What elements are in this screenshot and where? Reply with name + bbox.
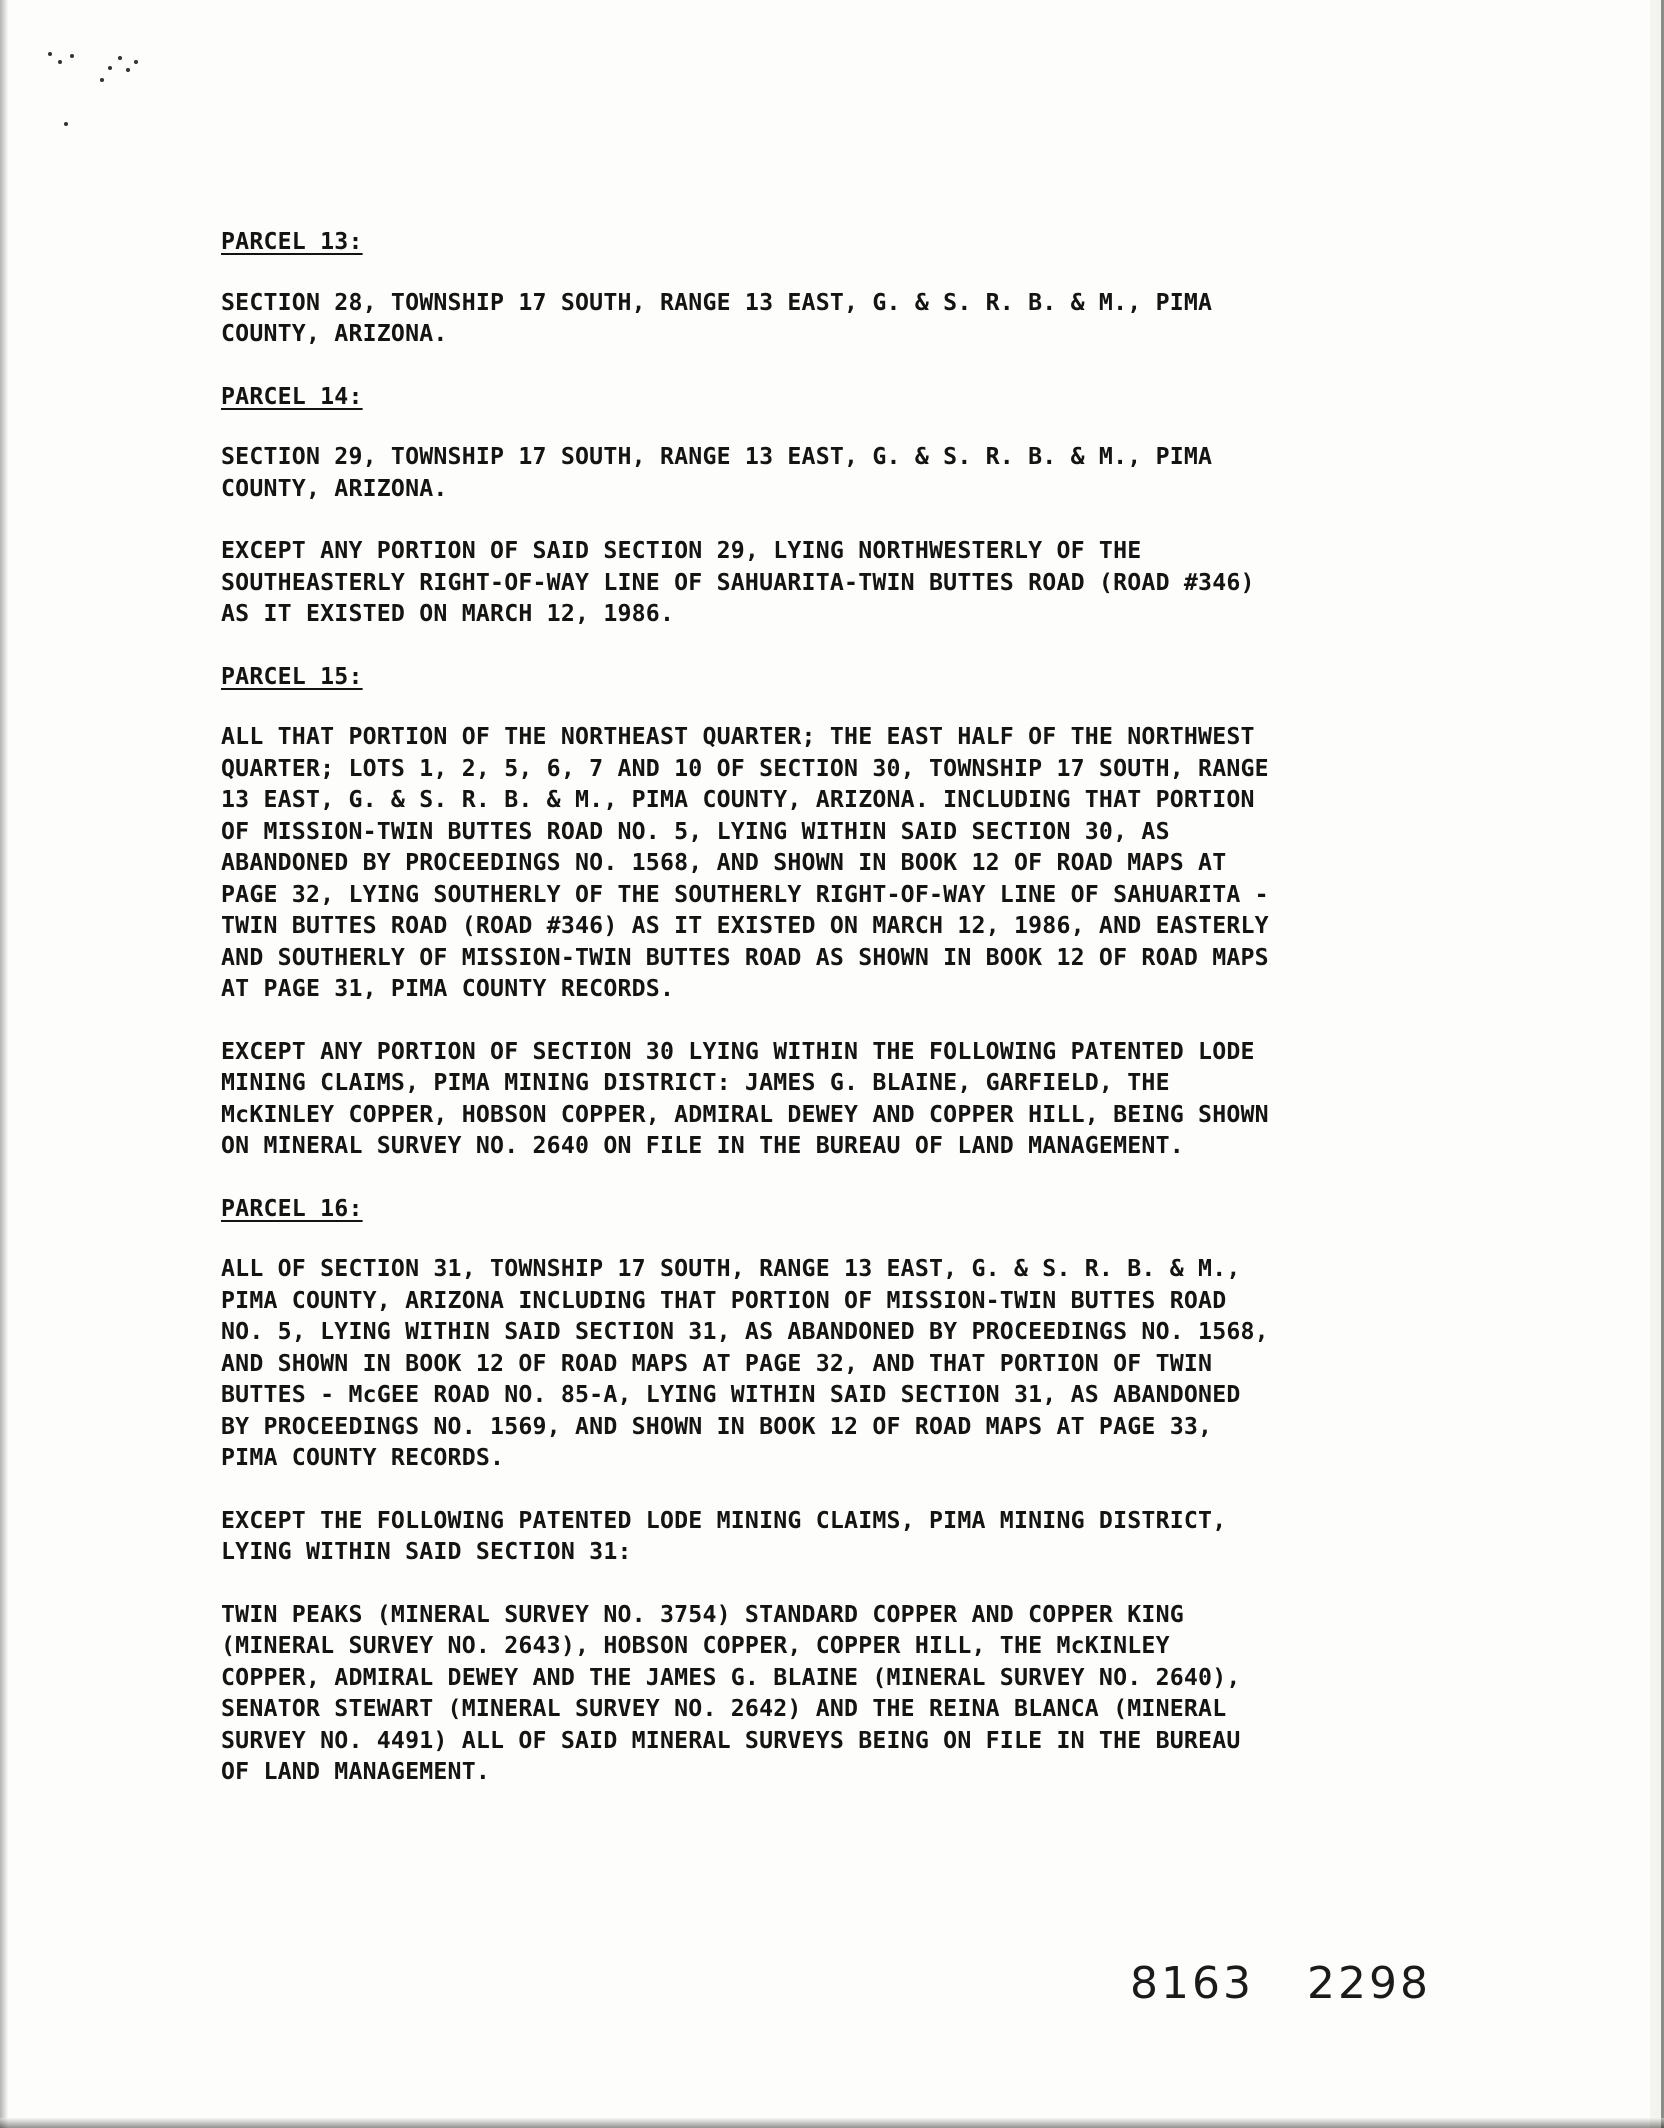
parcel-heading: PARCEL 13: [221,228,363,255]
document-number: 8163 2298 [1130,1958,1431,2009]
scan-edge-bottom [0,2118,1664,2128]
parcel-14 [218,381,1388,630]
legal-description [218,226,1388,1819]
scan-specks [40,40,200,160]
parcel-heading: PARCEL 16: [221,1194,363,1222]
parcel-16 [218,1193,1388,1788]
parcel-exception: EXCEPT ANY PORTION OF SAID SECTION 29, LYING NORTHWESTERLY OF THE SOUTHEASTERLY RIGHT-OF-WAY LINE OF SAHUARITA-TWIN BUTTES ROAD (ROAD #346) AS IT EXISTED ON MARCH 12, 1986. [221,537,1255,627]
parcel-15 [218,661,1388,1162]
parcel-claims-list: TWIN PEAKS (MINERAL SURVEY NO. 3754) STANDARD COPPER AND COPPER KING (MINERAL SURVEY NO. 2643), HOBSON COPPER, COPPER HILL, THE McKINLEY COPPER, ADMIRAL DEWEY AND THE JAMES G. BLAINE (MINERAL SURVEY NO. 2640), SENATOR STEWART (MINERAL SURVEY NO. 2642) AND THE REINA BLANCA (MINERAL SURVEY NO. 4491) ALL OF SAID MINERAL SURVEYS BEING ON FILE IN THE BUREAU OF LAND MANAGEMENT. [221,1600,1241,1785]
parcel-heading: PARCEL 15: [221,662,363,690]
parcel-exception: EXCEPT THE FOLLOWING PATENTED LODE MINING CLAIMS, PIMA MINING DISTRICT, LYING WITHIN SAID SECTION 31: [221,1506,1227,1565]
scan-edge-right [1650,0,1664,2128]
parcel-heading: PARCEL 14: [221,382,363,410]
parcel-paragraph: ALL THAT PORTION OF THE NORTHEAST QUARTER; THE EAST HALF OF THE NORTHWEST QUARTER; LOTS 1, 2, 5, 6, 7 AND 10 OF SECTION 30, TOWNSHIP 17 SOUTH, RANGE 13 EAST, G. & S. R. B. & M., PIMA COUNTY, ARIZONA. INCLUDING THAT PORTION OF MISSION-TWIN BUTTES ROAD NO. 5, LYING WITHIN SAID SECTION 30, AS ABANDONED BY PROCEEDINGS NO. 1568, AND SHOWN IN BOOK 12 OF ROAD MAPS AT PAGE 32, LYING SOUTHERLY OF THE SOUTHERLY RIGHT-OF-WAY LINE OF SAHUARITA - TWIN BUTTES ROAD (ROAD #346) AS IT EXISTED ON MARCH 12, 1986, AND EASTERLY AND SOUTHERLY OF MISSION-TWIN BUTTES ROAD AS SHOWN IN BOOK 12 OF ROAD MAPS AT PAGE 31, PIMA COUNTY RECORDS. [221,723,1269,1002]
parcel-exception: EXCEPT ANY PORTION OF SECTION 30 LYING WITHIN THE FOLLOWING PATENTED LODE MINING CLAIMS, PIMA MINING DISTRICT: JAMES G. BLAINE, GARFIELD, THE McKINLEY COPPER, HOBSON COPPER, ADMIRAL DEWEY AND COPPER HILL, BEING SHOWN ON MINERAL SURVEY NO. 2640 ON FILE IN THE BUREAU OF LAND MANAGEMENT. [221,1037,1269,1159]
parcel-paragraph: SECTION 28, TOWNSHIP 17 SOUTH, RANGE 13 EAST, G. & S. R. B. & M., PIMA COUNTY, ARIZONA. [221,288,1213,347]
parcel-paragraph: ALL OF SECTION 31, TOWNSHIP 17 SOUTH, RANGE 13 EAST, G. & S. R. B. & M., PIMA COUNTY, ARIZONA INCLUDING THAT PORTION OF MISSION-TWIN BUTTES ROAD NO. 5, LYING WITHIN SAID SECTION 31, AS ABANDONED BY PROCEEDINGS NO. 1568, AND SHOWN IN BOOK 12 OF ROAD MAPS AT PAGE 32, AND THAT PORTION OF TWIN BUTTES - McGEE ROAD NO. 85-A, LYING WITHIN SAID SECTION 31, AS ABANDONED BY PROCEEDINGS NO. 1569, AND SHOWN IN BOOK 12 OF ROAD MAPS AT PAGE 33, PIMA COUNTY RECORDS. [221,1255,1269,1471]
parcel-13 [218,226,1388,350]
scan-edge-left [0,0,8,2128]
parcel-paragraph: SECTION 29, TOWNSHIP 17 SOUTH, RANGE 13 EAST, G. & S. R. B. & M., PIMA COUNTY, ARIZONA. [221,443,1213,502]
